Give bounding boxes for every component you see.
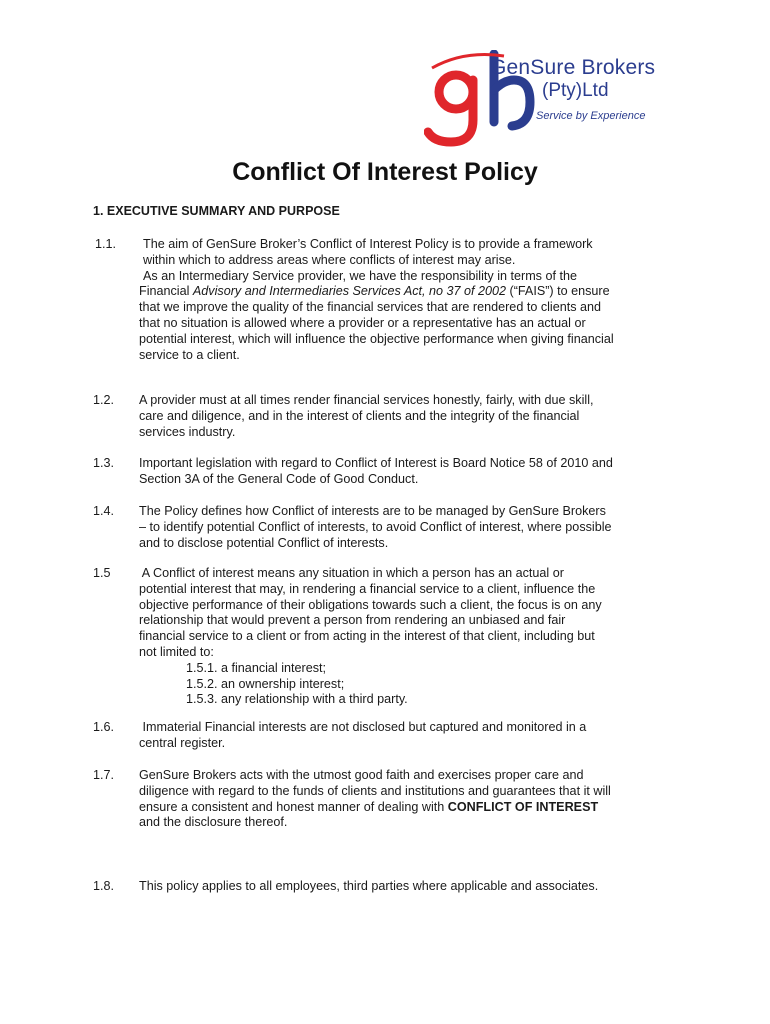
company-logo: [424, 50, 674, 150]
text-line: and the disclosure thereof.: [139, 815, 288, 830]
text-line: central register.: [139, 735, 226, 750]
text-line: – to identify potential Conflict of interests, to avoid Conflict of interest, where possible: [139, 519, 612, 534]
clause-number: 1.6.: [93, 720, 115, 734]
document-title: Conflict Of Interest Policy: [232, 158, 538, 186]
sub-clause-1-5-1: 1.5.1. a financial interest;: [186, 660, 327, 675]
text-line: This policy applies to all employees, third parties where applicable and associates.: [139, 879, 599, 893]
company-tagline: Service by Experience: [536, 110, 646, 122]
text-line: The Policy defines how Conflict of interests are to be managed by GenSure Brokers: [139, 504, 606, 518]
text-line: As an Intermediary Service provider, we have the responsibility in terms of the: [143, 268, 577, 283]
sub-clause-1-5-2: 1.5.2. an ownership interest;: [186, 676, 345, 691]
text-line: [139, 800, 684, 816]
clause-number: 1.8.: [93, 879, 115, 893]
text-segment: (“FAIS”) to ensure: [506, 284, 610, 299]
clause-number: 1.2.: [93, 393, 115, 407]
text-line: and to disclose potential Conflict of interests.: [139, 535, 389, 550]
text-line: that we improve the quality of the financial services that are rendered to clients and: [139, 300, 602, 315]
act-name: Advisory and Intermediaries Services Act, no 37 of 2002: [192, 284, 507, 299]
emphasis-text: CONFLICT OF INTEREST: [447, 799, 599, 814]
text-line: diligence with regard to the funds of clients and institutions and guarantees that it will: [139, 783, 611, 798]
clause-text: [139, 720, 684, 752]
clause-number: 1.4.: [93, 504, 115, 518]
text-segment: ensure a consistent and honest manner of dealing with: [139, 799, 448, 814]
text-line: [139, 284, 688, 300]
text-line: services industry.: [139, 424, 236, 439]
clause-number: 1.7.: [93, 768, 115, 782]
company-name-line2: (Pty)Ltd: [542, 80, 609, 101]
text-line: not limited to:: [139, 644, 214, 659]
company-name-line1: GenSure Brokers: [490, 56, 656, 79]
text-line: The aim of GenSure Broker’s Conflict of Interest Policy is to provide a framework: [143, 237, 593, 251]
text-line: objective performance of their obligations towards such a client, the focus is on any: [139, 597, 602, 612]
text-line: within which to address areas where conflicts of interest may arise.: [143, 252, 516, 267]
text-line: service to a client.: [139, 347, 240, 362]
clause-text: [139, 237, 688, 363]
text-line: A Conflict of interest means any situation in which a person has an actual or: [139, 566, 564, 580]
clause-number: 1.1.: [95, 237, 117, 251]
text-line: financial service to a client or from acting in the interest of that client, including but: [139, 629, 595, 644]
text-line: that no situation is allowed where a provider or a representative has an actual or: [139, 315, 586, 330]
sub-clause-1-5-3: 1.5.3. any relationship with a third party.: [186, 692, 408, 707]
text-line: A provider must at all times render financial services honestly, fairly, with due skill,: [139, 393, 594, 407]
text-line: Important legislation with regard to Conflict of Interest is Board Notice 58 of 2010 and: [139, 456, 613, 470]
text-line: potential interest that may, in rendering a financial service to a client, influence the: [139, 581, 596, 596]
clause-text: [139, 393, 684, 440]
clause-number: 1.3.: [93, 456, 115, 470]
clause-text: [139, 566, 684, 708]
text-line: Section 3A of the General Code of Good Conduct.: [139, 471, 419, 486]
text-line: care and diligence, and in the interest of clients and the integrity of the financial: [139, 408, 580, 423]
section-heading: 1. EXECUTIVE SUMMARY AND PURPOSE: [93, 204, 340, 218]
text-segment: Financial: [139, 284, 193, 299]
clause-text: [139, 504, 684, 551]
text-line: GenSure Brokers acts with the utmost good faith and exercises proper care and: [139, 768, 584, 782]
clause-number: 1.5: [93, 566, 111, 580]
text-line: potential interest, which will influence the objective performance when giving financial: [139, 331, 614, 346]
text-line: Immaterial Financial interests are not disclosed but captured and monitored in a: [139, 720, 587, 734]
clause-text: [139, 879, 684, 895]
text-line: relationship that would prevent a person from rendering an unbiased and fair: [139, 613, 566, 628]
clause-text: [139, 768, 684, 831]
clause-text: [139, 456, 684, 488]
